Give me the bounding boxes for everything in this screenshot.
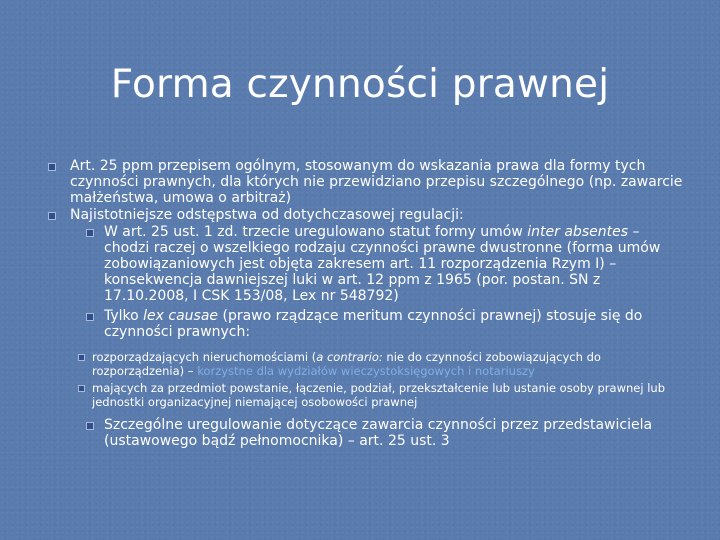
sub-bullet-item — [78, 308, 688, 340]
square-bullet-icon — [86, 313, 94, 321]
sub-sub-bullet-item — [70, 381, 688, 409]
bullet-item — [48, 158, 688, 206]
square-bullet-icon — [78, 354, 85, 361]
sub-bullet-item — [78, 417, 688, 449]
sub-bullet-list — [78, 224, 688, 340]
square-bullet-icon — [78, 385, 85, 392]
bullet-text: Art. 25 ppm przepisem ogólnym, stosowanym do wskazania prawa dla formy tych czynności prawnych, dla których nie przewidziano przepisu szczególnego (np. zawarcie małżeństwa, umowa o arbitraż) — [70, 158, 683, 206]
sub-bullet-text — [104, 308, 642, 340]
square-bullet-icon — [48, 212, 56, 220]
sub-sub-bullet-list — [70, 350, 688, 409]
text-run: Tylko — [104, 308, 144, 324]
italic-term: inter absentes — [527, 224, 628, 240]
bullet-list — [48, 158, 688, 223]
sub-bullet-text: Szczególne uregulowanie dotyczące zawarcia czynności przez przedstawiciela (ustawowego bądź pełnomocnika) – art. 25 ust. 3 — [104, 417, 653, 449]
sub-sub-bullet-text — [92, 350, 601, 378]
slide-content — [48, 158, 688, 453]
bullet-item — [48, 207, 688, 223]
sub-bullet-list — [78, 417, 688, 449]
highlighted-text: korzystne dla wydziałów wieczystoksięgowych i notariuszy — [197, 364, 535, 378]
text-run: (prawo rządzące meritum czynności prawnej) stosuje się do czynności prawnych: — [104, 308, 643, 340]
sub-sub-bullet-item — [70, 350, 688, 378]
italic-term: lex causae — [143, 308, 219, 324]
bullet-text: Najistotniejsze odstępstwa od dotychczasowej regulacji: — [70, 207, 464, 223]
italic-term: a contrario: — [316, 350, 383, 364]
sub-bullet-item — [78, 224, 688, 304]
slide-title: Forma czynności prawnej — [110, 62, 610, 107]
text-run: nie do czynności zobowiązujących do rozporządzenia) – — [92, 350, 601, 378]
square-bullet-icon — [86, 229, 94, 237]
text-run: W art. 25 ust. 1 zd. trzecie uregulowano statut formy umów — [104, 224, 528, 240]
text-run: – chodzi raczej o wszelkiego rodzaju czynności prawne dwustronne (forma umów zobowiązaniowych jest objęta zakresem art. 11 rozporządzenia Rzym I) – konsekwencja dawniejszej luki w art. 12 ppm z 1965 (por. postan. SN z 17.10.2008, I CSK 153/08, Lex nr 548792) — [104, 224, 661, 304]
text-run: rozporządzających nieruchomościami ( — [92, 350, 317, 364]
square-bullet-icon — [48, 163, 56, 171]
square-bullet-icon — [86, 422, 94, 430]
sub-bullet-text — [104, 224, 660, 304]
sub-sub-bullet-text: mających za przedmiot powstanie, łączenie, podział, przekształcenie lub ustanie osoby prawnej lub jednostki organizacyjnej niemającej osobowości prawnej — [92, 381, 665, 409]
